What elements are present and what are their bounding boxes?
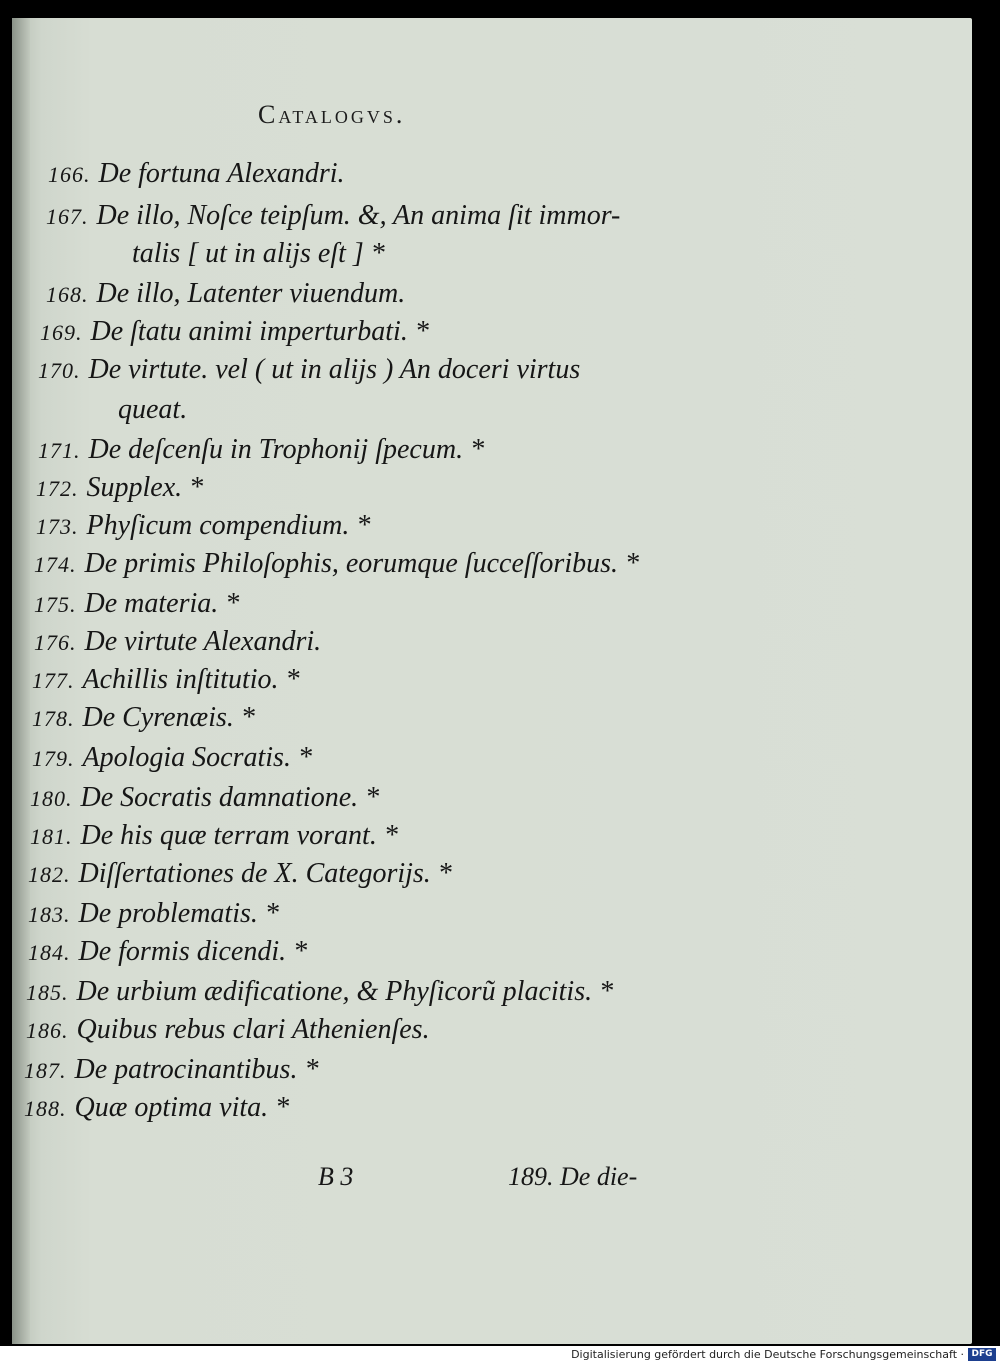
entry-number: 177. [32, 668, 75, 693]
entry-title: De Socratis damnatione. * [80, 782, 380, 813]
entry-number: 175. [34, 592, 77, 617]
entry-number: 169. [40, 320, 83, 345]
entry-title: De fortuna Alexandri. [98, 158, 345, 189]
dfg-logo-icon: DFG [968, 1348, 996, 1361]
entry-title: De formis dicendi. * [78, 936, 308, 967]
entry-number: 188. [24, 1096, 67, 1121]
catalog-entry [38, 436, 484, 464]
catalog-entry [36, 512, 370, 540]
entry-number: 180. [30, 786, 73, 811]
entry-number: 178. [32, 706, 75, 731]
entry-number: 166. [48, 162, 91, 187]
entry-number: 187. [24, 1058, 67, 1083]
catalog-entry [46, 280, 405, 308]
entry-title: Quæ optima vita. * [74, 1092, 290, 1123]
entry-number: 176. [34, 630, 77, 655]
catalog-entry [48, 160, 345, 188]
entry-title: Supplex. * [86, 472, 204, 503]
entry-number: 183. [28, 902, 71, 927]
entry-number: 173. [36, 514, 79, 539]
entry-title: De urbium ædificatione, & Phyſicorũ placitis. * [76, 976, 614, 1007]
catalog-entry [36, 474, 203, 502]
entry-number: 171. [38, 438, 81, 463]
catalog-entry [34, 550, 639, 578]
entry-title: De illo, Noſce teipſum. &, An anima ſit immor- [96, 200, 621, 231]
catalog-entry [38, 356, 580, 384]
entry-title: Apologia Socratis. * [82, 742, 312, 773]
catalog-entry [26, 1016, 430, 1044]
entry-title: De virtute Alexandri. [84, 626, 322, 657]
entry-title: De patrocinantibus. * [74, 1054, 319, 1085]
entry-number: 170. [38, 358, 81, 383]
entry-number: 181. [30, 824, 73, 849]
catalog-entry [26, 978, 613, 1006]
signature-mark: B 3 [318, 1162, 354, 1191]
entry-title: De problematis. * [78, 898, 279, 929]
running-title: Catalogvs. [258, 100, 406, 129]
catalog-entry [28, 860, 452, 888]
catalog-entry [40, 318, 429, 346]
digitization-credit: Digitalisierung gefördert durch die Deutsche Forschungsgemeinschaft · [571, 1348, 964, 1361]
entry-number: 168. [46, 282, 89, 307]
entry-title: Phyſicum compendium. * [86, 510, 371, 541]
entry-title: De ſtatu animi imperturbati. * [90, 316, 429, 347]
entry-title: De illo, Latenter viuendum. [96, 278, 406, 309]
catalog-entry [32, 744, 312, 772]
catchword: 189. De die- [508, 1162, 638, 1191]
entry-number: 172. [36, 476, 79, 501]
entry-number: 186. [26, 1018, 69, 1043]
entry-number: 185. [26, 980, 69, 1005]
catalog-entry [30, 784, 379, 812]
entry-number: 167. [46, 204, 89, 229]
entry-number: 182. [28, 862, 71, 887]
entry-continuation: talis [ ut in alijs eſt ] * [132, 238, 385, 269]
catalog-entry [28, 938, 307, 966]
entry-number: 174. [34, 552, 77, 577]
catalog-entry [24, 1056, 318, 1084]
entry-title: Achillis inſtitutio. * [82, 664, 300, 695]
catalog-entry [32, 666, 300, 694]
entry-number: 184. [28, 940, 71, 965]
entry-title: De materia. * [84, 588, 240, 619]
entry-title: De primis Philoſophis, eorumque ſucceſſoribus. * [84, 548, 640, 579]
entry-title: De deſcenſu in Trophonij ſpecum. * [88, 434, 485, 465]
entry-number: 179. [32, 746, 75, 771]
entry-title: Quibus rebus clari Athenienſes. [76, 1014, 430, 1045]
catalog-entry [30, 822, 398, 850]
catalog-entry [34, 628, 321, 656]
catalog-entry [28, 900, 279, 928]
entry-continuation: queat. [118, 394, 188, 425]
catalog-entry [46, 202, 620, 230]
entry-title: De Cyrenæis. * [82, 702, 255, 733]
catalog-entry [32, 704, 255, 732]
entry-title: De virtute. vel ( ut in alijs ) An doceri virtus [88, 354, 581, 385]
catalog-entry [24, 1094, 289, 1122]
entry-title: De his quæ terram vorant. * [80, 820, 398, 851]
catalog-entry [34, 590, 239, 618]
entry-title: Diſſertationes de X. Categorijs. * [78, 858, 452, 889]
